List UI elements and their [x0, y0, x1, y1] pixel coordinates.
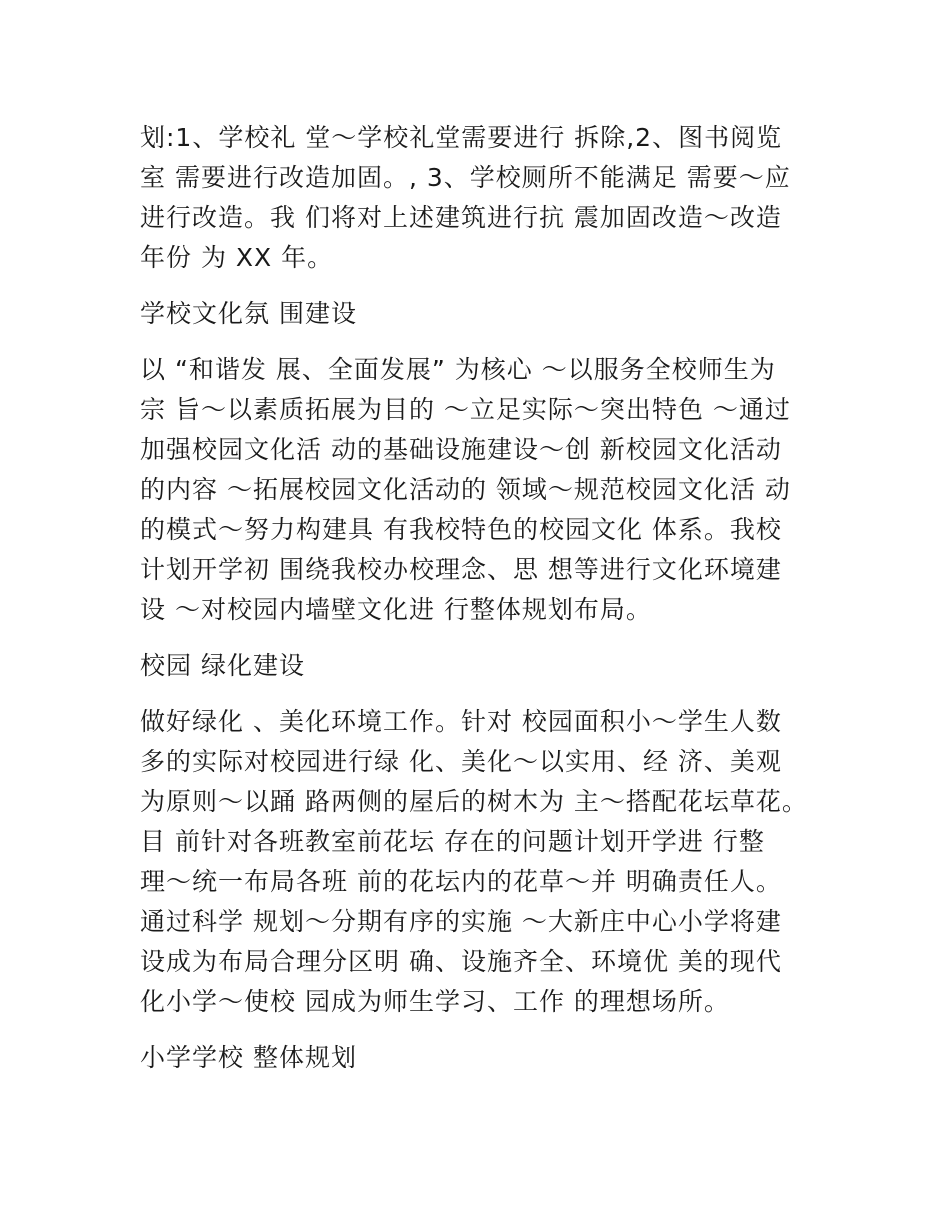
text-line: 设 ～对校园内墙壁文化进 行整体规划布局。: [140, 595, 652, 624]
text-line: 做好绿化 、美化环境工作。针对 校园面积小～学生人数: [140, 707, 782, 736]
text-line: 通过科学 规划～分期有序的实施 ～大新庄中心小学将建: [140, 907, 782, 936]
text-line: 的模式～努力构建具 有我校特色的校园文化 体系。我校: [140, 515, 782, 544]
text-line: 目 前针对各班教室前花坛 存在的问题计划开学进 行整: [140, 827, 765, 856]
text-line: 进行改造。我 们将对上述建筑进行抗 震加固改造～改造: [140, 203, 782, 232]
text-line: 理～统一布局各班 前的花坛内的花草～并 明确责任人。: [140, 867, 782, 896]
text-line: 划:1、学校礼 堂～学校礼堂需要进行 拆除,2、图书阅览: [140, 123, 783, 152]
text-line: 宗 旨～以素质拓展为目的 ～立足实际～突出特色 ～通过: [140, 395, 791, 424]
text-line: 年份 为 XX 年。: [140, 243, 334, 272]
section-heading-overall-plan: 小学学校 整体规划: [140, 1043, 357, 1072]
text-line: 的内容 ～拓展校园文化活动的 领域～规范校园文化活 动: [140, 475, 791, 504]
text-line: 多的实际对校园进行绿 化、美化～以实用、经 济、美观: [140, 747, 782, 776]
section-heading-culture: 学校文化氛 围建设: [140, 299, 357, 328]
paragraph-culture: [140, 350, 820, 630]
text-line: 室 需要进行改造加固。, 3、学校厕所不能满足 需要～应: [140, 163, 791, 192]
text-line: 化小学～使校 园成为师生学习、工作 的理想场所。: [140, 987, 730, 1016]
text-line: 加强校园文化活 动的基础设施建设～创 新校园文化活动: [140, 435, 782, 464]
document-page: [140, 118, 820, 1094]
text-line: 以 “和谐发 展、全面发展” 为核心 ～以服务全校师生为: [140, 355, 776, 384]
text-line: 设成为布局合理分区明 确、设施齐全、环境优 美的现代: [140, 947, 782, 976]
text-line: 为原则～以踊 路两侧的屋后的树木为 主～搭配花坛草花。: [140, 787, 808, 816]
paragraph-greening: [140, 702, 820, 1022]
section-heading-greening: 校园 绿化建设: [140, 651, 305, 680]
text-line: 计划开学初 围绕我校办校理念、思 想等进行文化环境建: [140, 555, 782, 584]
paragraph-building-renovation: [140, 118, 820, 278]
